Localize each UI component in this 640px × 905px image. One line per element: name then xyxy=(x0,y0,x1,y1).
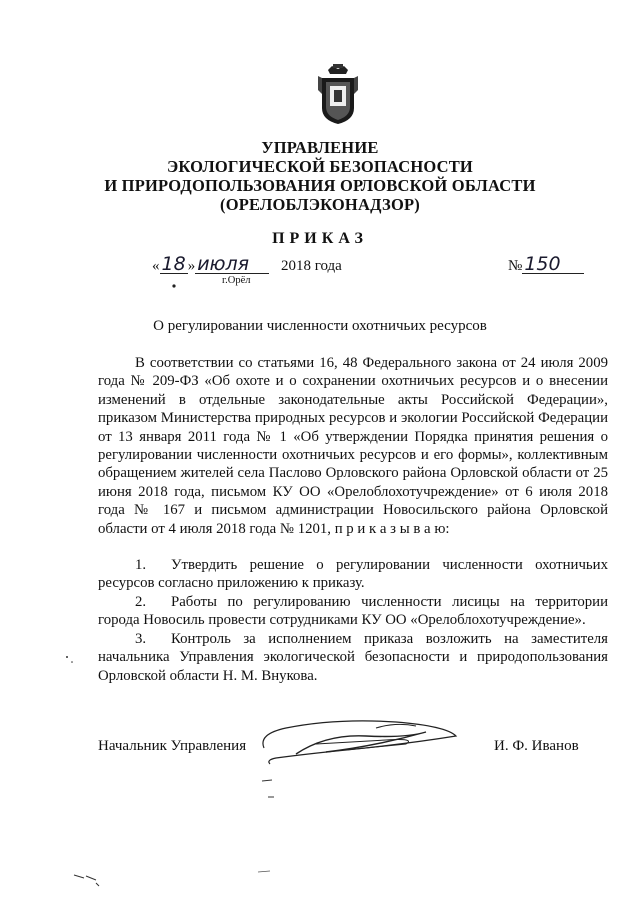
order-subject: О регулировании численности охотничьих ресурсов xyxy=(153,318,487,334)
order-body xyxy=(98,354,608,685)
coat-of-arms-emblem xyxy=(316,64,360,126)
date-day: 18 xyxy=(161,253,186,275)
date-close-quote: » xyxy=(187,258,196,274)
date-open-quote: « xyxy=(152,258,160,274)
header-line-3: И ПРИРОДОПОЛЬЗОВАНИЯ ОРЛОВСКОЙ ОБЛАСТИ xyxy=(104,176,536,195)
date-month: июля xyxy=(195,255,269,274)
item-number: 3. xyxy=(135,630,147,647)
agency-header xyxy=(0,138,640,214)
list-item xyxy=(98,556,608,593)
header-line-1: УПРАВЛЕНИЕ xyxy=(261,138,379,157)
preamble-paragraph: В соответствии со статьями 16, 48 Федерального закона от 24 июля 2009 года № 209-ФЗ «Об охоте и о сохранении охотничьих ресурсов и о внесении изменений в отдельные законодательные акты Российской Федерации», приказом Министерства природных ресурсов и экологии Российской Федерации от 13 января 2011 года № 1 «Об утверждении Порядка принятия решения о регулировании численности охотничьих ресурсов и его формы», коллективным обращением жителей села Паслово Орловского района Орловской области от 25 июня 2018 года, письмом КУ ОО «Орелоблохотучреждение» от 6 июля 2018 года № 167 и письмом администрации Новосильского района Орловской области от 4 июля 2018 года № 1201, п р и к а з ы в а ю: xyxy=(98,355,608,537)
order-number xyxy=(508,255,584,275)
signatory-role: Начальник Управления xyxy=(98,738,247,754)
item-number: 2. xyxy=(135,593,147,610)
order-date xyxy=(152,255,342,275)
item-text: Контроль за исполнением приказа возложить на заместителя начальника Управления экологической безопасности и природопользования Орловской области Н. М. Внукова. xyxy=(98,630,608,684)
list-item xyxy=(98,593,608,630)
item-number: 1. xyxy=(135,557,147,574)
item-text: Работы по регулированию численности лисицы на территории города Новосиль провести сотрудниками КУ ОО «Орелоблохотучреждение». xyxy=(98,593,608,629)
header-line-4: (ОРЕЛОБЛЭКОНАДЗОР) xyxy=(220,195,420,214)
signatory-name: И. Ф. Иванов xyxy=(494,738,579,754)
order-title: ПРИКАЗ xyxy=(272,230,368,247)
item-text: Утвердить решение о регулировании численности охотничьих ресурсов согласно приложению к приказу. xyxy=(98,557,608,592)
list-item xyxy=(98,630,608,685)
header-line-2: ЭКОЛОГИЧЕСКОЙ БЕЗОПАСНОСТИ xyxy=(167,157,473,176)
number-value: 150 xyxy=(522,255,584,274)
number-label: № xyxy=(508,258,523,274)
order-place: г.Орёл xyxy=(222,275,251,286)
date-year: 2018 года xyxy=(280,258,342,274)
handwritten-signature xyxy=(256,714,466,774)
